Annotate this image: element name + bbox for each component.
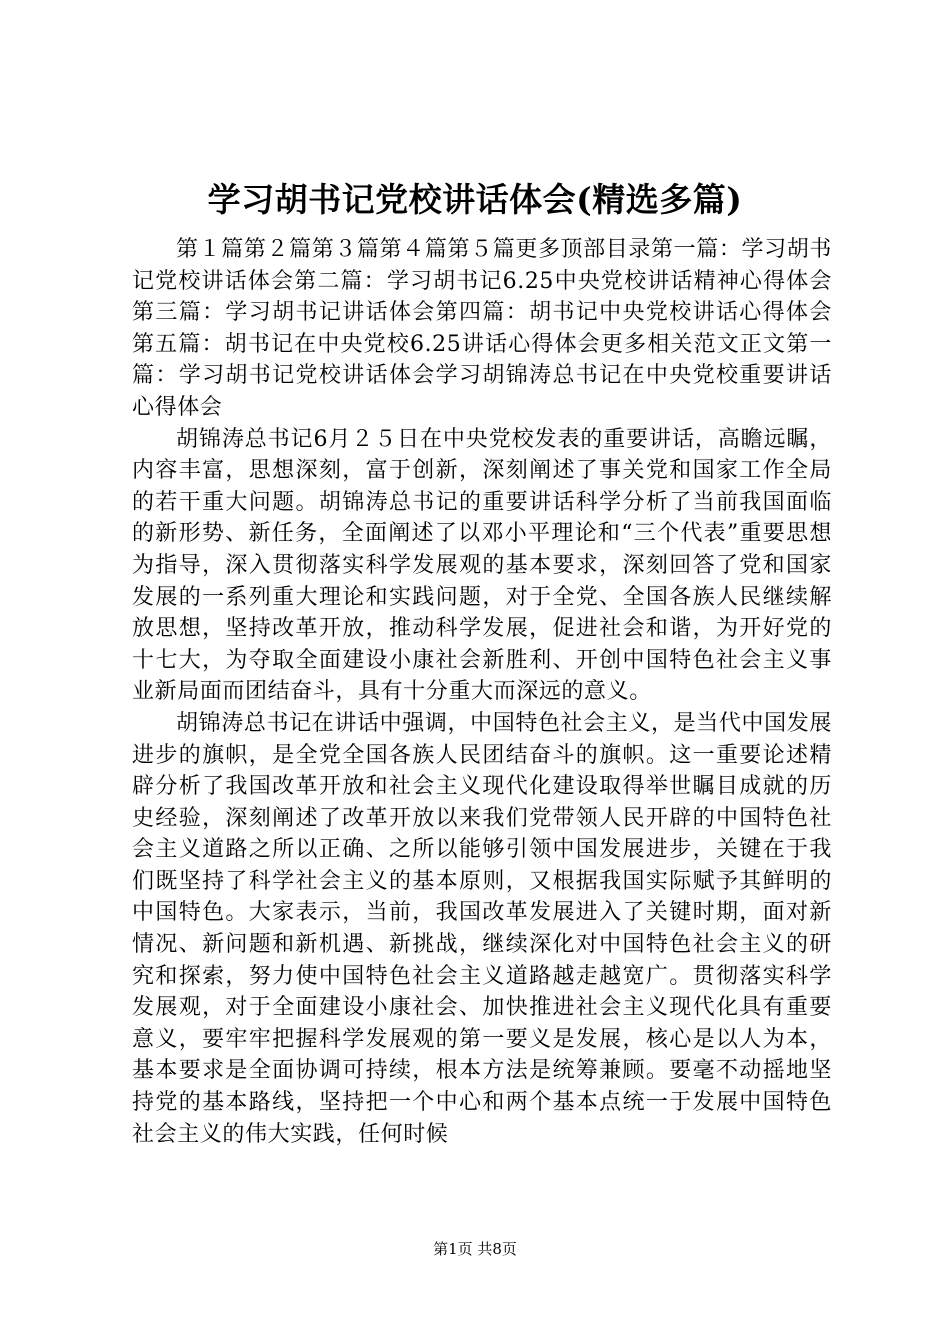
- document-body: [132, 234, 832, 1150]
- paragraph-table-of-contents: 第１篇第２篇第３篇第４篇第５篇更多顶部目录第一篇：学习胡书记党校讲话体会第二篇：学习胡书记6.25中央党校讲话精神心得体会第三篇：学习胡书记讲话体会第四篇：胡书记中央党校讲话心得体会第五篇：胡书记在中央党校6.25讲话心得体会更多相关范文正文第一篇：学习胡书记党校讲话体会学习胡锦涛总书记在中央党校重要讲话心得体会: [132, 237, 832, 420]
- paragraph-socialism-emphasis: 胡锦涛总书记在讲话中强调，中国特色社会主义，是当代中国发展进步的旗帜，是全党全国各族人民团结奋斗的旗帜。这一重要论述精辟分析了我国改革开放和社会主义现代化建设取得举世瞩目成就的历史经验，深刻阐述了改革开放以来我们党带领人民开辟的中国特色社会主义道路之所以正确、之所以能够引领中国发展进步，关键在于我们既坚持了科学社会主义的基本原则，又根据我国实际赋予其鲜明的中国特色。大家表示，当前，我国改革发展进入了关键时期，面对新情况、新问题和新机遇、新挑战，继续深化对中国特色社会主义的研究和探索，努力使中国特色社会主义道路越走越宽广。贯彻落实科学发展观，对于全面建设小康社会、加快推进社会主义现代化具有重要意义，要牢牢把握科学发展观的第一要义是发展，核心是以人为本，基本要求是全面协调可持续，根本方法是统筹兼顾。要毫不动摇地坚持党的基本路线，坚持把一个中心和两个基本点统一于发展中国特色社会主义的伟大实践，任何时候: [132, 710, 832, 1147]
- page-footer: 第1页 共8页: [433, 1240, 517, 1258]
- paragraph-speech-overview: 胡锦涛总书记6月２５日在中央党校发表的重要讲话，高瞻远瞩，内容丰富，思想深刻，富于创新，深刻阐述了事关党和国家工作全局的若干重大问题。胡锦涛总书记的重要讲话科学分析了当前我国面临的新形势、新任务，全面阐述了以邓小平理论和“三个代表”重要思想为指导，深入贯彻落实科学发展观的基本要求，深刻回答了党和国家发展的一系列重大理论和实践问题，对于全党、全国各族人民继续解放思想，坚持改革开放，推动科学发展，促进社会和谐，为开好党的十七大，为夺取全面建设小康社会新胜利、开创中国特色社会主义事业新局面而团结奋斗，具有十分重大而深远的意义。: [132, 426, 832, 705]
- document-title: 学习胡书记党校讲话体会(精选多篇): [207, 180, 743, 219]
